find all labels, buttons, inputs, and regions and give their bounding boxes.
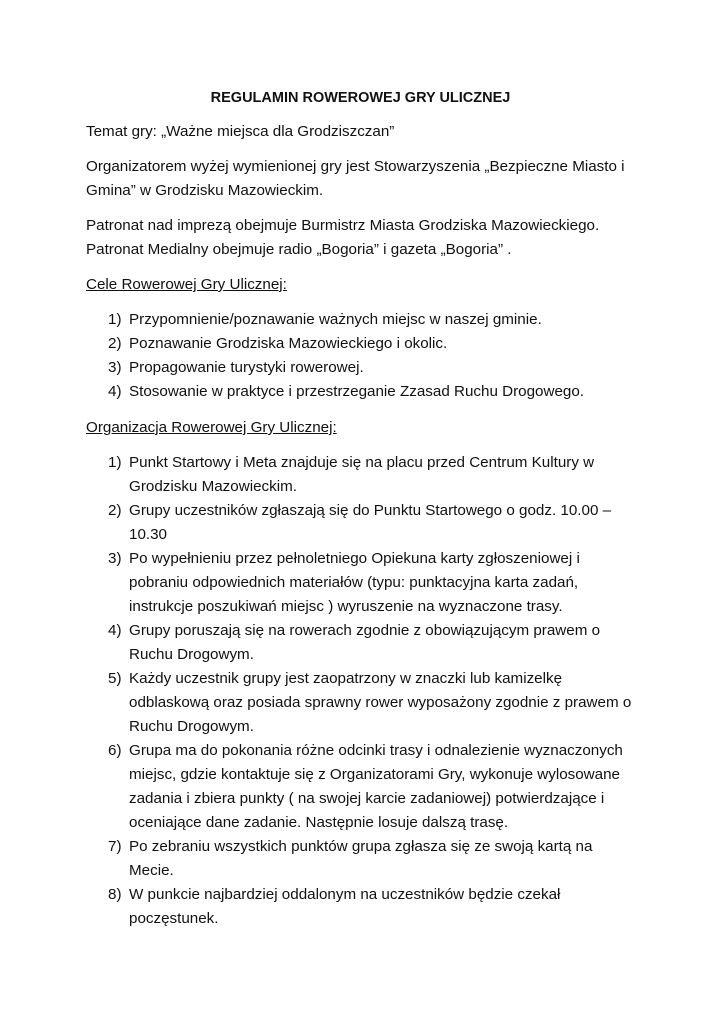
goals-heading: Cele Rowerowej Gry Ulicznej: (86, 276, 287, 293)
item-number: 1) (108, 311, 122, 328)
item-text: Grupa ma do pokonania różne odcinki trasy i odnalezienie wyznaczonych miejsc, gdzie kontaktuje się z Organizatorami Gry, wykonuje wylosowane zadania i zbiera punkty ( na swojej karcie zadaniowej) potwierdzające i oceniające dane zadanie. Następnie losuje dalszą trasę. (129, 742, 623, 831)
list-item (86, 667, 635, 739)
item-number: 6) (108, 742, 122, 759)
theme-paragraph: Temat gry: „Ważne miejsca dla Grodziszczan” (86, 123, 395, 140)
item-number: 2) (108, 502, 122, 519)
item-text: Każdy uczestnik grupy jest zaopatrzony w znaczki lub kamizelkę odblaskową oraz posiada sprawny rower wyposażony zgodnie z prawem o Ruchu Drogowym. (129, 670, 632, 735)
goals-list (86, 308, 635, 404)
item-text: Stosowanie w praktyce i przestrzeganie Zzasad Ruchu Drogowego. (129, 383, 585, 400)
item-number: 4) (108, 622, 122, 639)
item-text: Grupy uczestników zgłaszają się do Punktu Startowego o godz. 10.00 – 10.30 (129, 502, 612, 543)
list-item (86, 308, 635, 332)
item-text: Poznawanie Grodziska Mazowieckiego i okolic. (129, 335, 448, 352)
list-item (86, 380, 635, 404)
list-item (86, 883, 635, 931)
item-number: 5) (108, 670, 122, 687)
item-number: 7) (108, 838, 122, 855)
item-number: 1) (108, 454, 122, 471)
list-item (86, 356, 635, 380)
list-item (86, 332, 635, 356)
organization-heading: Organizacja Rowerowej Gry Ulicznej: (86, 419, 337, 436)
organization-list (86, 451, 635, 931)
item-number: 3) (108, 550, 122, 567)
list-item (86, 619, 635, 667)
organizer-paragraph: Organizatorem wyżej wymienionej gry jest Stowarzyszenia „Bezpieczne Miasto i Gmina” w Grodzisku Mazowieckim. (86, 158, 625, 199)
item-number: 3) (108, 359, 122, 376)
list-item (86, 499, 635, 547)
list-item (86, 739, 635, 835)
item-number: 4) (108, 383, 122, 400)
item-number: 2) (108, 335, 122, 352)
item-text: Po wypełnieniu przez pełnoletniego Opiekuna karty zgłoszeniowej i pobraniu odpowiednich materiałów (typu: punktacyjna karta zadań, instrukcje poszukiwań miejsc ) wyruszenie na wyznaczone trasy. (129, 550, 580, 615)
list-item (86, 547, 635, 619)
list-item (86, 835, 635, 883)
item-text: Propagowanie turystyki rowerowej. (129, 359, 364, 376)
item-text: Przypomnienie/poznawanie ważnych miejsc w naszej gminie. (129, 311, 542, 328)
list-item (86, 451, 635, 499)
item-text: W punkcie najbardziej oddalonym na uczestników będzie czekał poczęstunek. (129, 886, 561, 927)
item-text: Grupy poruszają się na rowerach zgodnie z obowiązującym prawem o Ruchu Drogowym. (129, 622, 601, 663)
item-text: Punkt Startowy i Meta znajduje się na placu przed Centrum Kultury w Grodzisku Mazowieckim. (129, 454, 595, 495)
item-number: 8) (108, 886, 122, 903)
document-title: REGULAMIN ROWEROWEJ GRY ULICZNEJ (210, 90, 511, 106)
item-text: Po zebraniu wszystkich punktów grupa zgłasza się ze swoją kartą na Mecie. (129, 838, 593, 879)
patronage-paragraph: Patronat nad imprezą obejmuje Burmistrz Miasta Grodziska Mazowieckiego. Patronat Medialny obejmuje radio „Bogoria” i gazeta „Bogoria” . (86, 217, 600, 258)
